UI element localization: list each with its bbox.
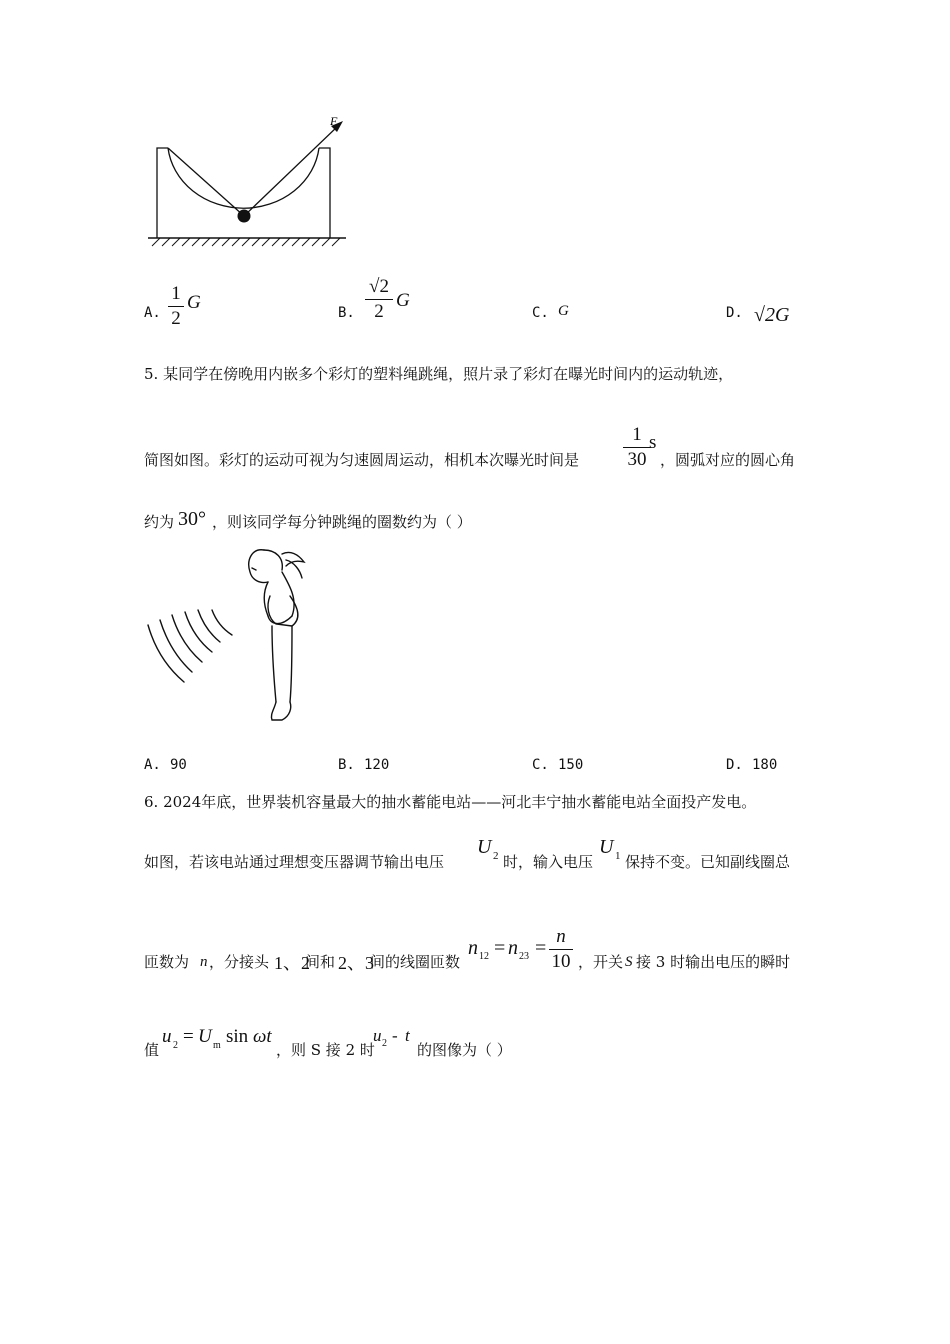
q6-n12-sub: 12 xyxy=(479,951,489,962)
q5-line3-pre: 约为 xyxy=(144,513,175,531)
q4-option-a-fraction: 1 2 xyxy=(168,283,184,330)
q4-option-b-fraction: √2 2 xyxy=(365,276,393,323)
q6-eq1: = xyxy=(494,937,506,959)
q6-n23: n xyxy=(508,937,518,959)
q4-option-a-letter[interactable]: A. xyxy=(144,305,161,321)
q5-option-d-value: 180 xyxy=(752,757,778,773)
q6-eq2: = xyxy=(535,937,547,959)
q6-Um: U xyxy=(198,1026,212,1047)
q6-Um-sub: m xyxy=(213,1040,221,1051)
q5-option-b-letter[interactable]: B. xyxy=(338,757,355,773)
q5-line2-post: ，圆弧对应的圆心角 xyxy=(660,451,796,469)
q6-taps-2: 2、3 xyxy=(338,953,374,973)
q6-u2b: u xyxy=(373,1026,382,1045)
q6-n-over-10-fraction: n 10 xyxy=(549,926,573,973)
q6-line3-b: ，分接头 xyxy=(209,953,270,971)
q5-option-d-letter[interactable]: D. xyxy=(726,757,743,773)
q5-line3-post: ，则该同学每分钟跳绳的圈数约为（ ） xyxy=(212,513,472,531)
q6-u2b-sub: 2 xyxy=(382,1038,387,1049)
q6-sin: sin xyxy=(226,1026,249,1047)
q4-option-b-letter[interactable]: B. xyxy=(338,305,355,321)
q5-option-b-value: 120 xyxy=(364,757,390,773)
q5-option-c-value: 150 xyxy=(558,757,584,773)
q5-exposure-unit: s xyxy=(649,432,657,453)
force-label: F xyxy=(330,114,338,128)
q6-line3-f: 接 3 时输出电压的瞬时 xyxy=(636,953,791,971)
q5-option-c-letter[interactable]: C. xyxy=(532,757,549,773)
q6-n12: n xyxy=(468,937,478,959)
q4-option-d-text: √2G xyxy=(754,304,790,326)
q5-exposure-fraction: 1 30 xyxy=(623,424,651,471)
q6-U2-sub: 2 xyxy=(493,850,499,862)
q6-n-var: n xyxy=(200,954,208,970)
q6-line4-c: 的图像为（ ） xyxy=(417,1041,512,1059)
q5-option-a-letter[interactable]: A. xyxy=(144,757,161,773)
q6-omega-t: ωt xyxy=(253,1026,272,1047)
q6-line4-a: 值 xyxy=(144,1041,160,1059)
q4-option-c-letter[interactable]: C. xyxy=(532,305,549,321)
q6-switch-S: S xyxy=(625,954,633,970)
q6-U2: U xyxy=(477,836,492,858)
q6-U1: U xyxy=(599,836,614,858)
q4-option-d-letter[interactable]: D. xyxy=(726,305,743,321)
q6-eq3: = xyxy=(183,1026,194,1047)
q5-line1: 5. 某同学在傍晚用内嵌多个彩灯的塑料绳跳绳，照片录了彩灯在曝光时间内的运动轨迹， xyxy=(144,365,734,383)
q6-line4-b: ，则 S 接 2 时 xyxy=(276,1041,375,1059)
jump-rope-figure xyxy=(140,540,340,730)
bowl-force-figure xyxy=(140,110,360,250)
q6-line2-c: 保持不变。已知副线圈总 xyxy=(625,853,791,871)
q6-u2: u xyxy=(162,1026,172,1047)
q4-option-a-suffix: G xyxy=(187,292,201,313)
q4-option-b-suffix: G xyxy=(396,290,410,311)
q6-dash: - xyxy=(392,1026,398,1045)
q5-option-a-value: 90 xyxy=(170,757,187,773)
q6-U1-sub: 1 xyxy=(615,850,621,862)
q5-angle: 30° xyxy=(178,508,206,530)
q4-option-c-text: G xyxy=(558,303,569,319)
q6-line2-b: 时，输入电压 xyxy=(503,853,594,871)
q6-line3-e: ，开关 xyxy=(578,953,624,971)
q6-line3-d: 间的线圈匝数 xyxy=(370,953,461,971)
q6-n23-sub: 23 xyxy=(519,951,529,962)
q6-line3-a: 匝数为 xyxy=(144,953,190,971)
q6-line1: 6. 2024年底，世界装机容量最大的抽水蓄能电站——河北丰宁抽水蓄能电站全面投产发电。 xyxy=(144,793,757,811)
q5-line2-pre: 简图如图。彩灯的运动可视为匀速圆周运动，相机本次曝光时间是 xyxy=(144,451,580,469)
q6-t-var: t xyxy=(405,1026,410,1045)
q6-line2-a: 如图，若该电站通过理想变压器调节输出电压 xyxy=(144,853,445,871)
q6-taps-1: 1、2 xyxy=(274,953,310,973)
q6-u2-sub: 2 xyxy=(173,1040,178,1051)
q6-line3-c: 间和 xyxy=(305,953,336,971)
